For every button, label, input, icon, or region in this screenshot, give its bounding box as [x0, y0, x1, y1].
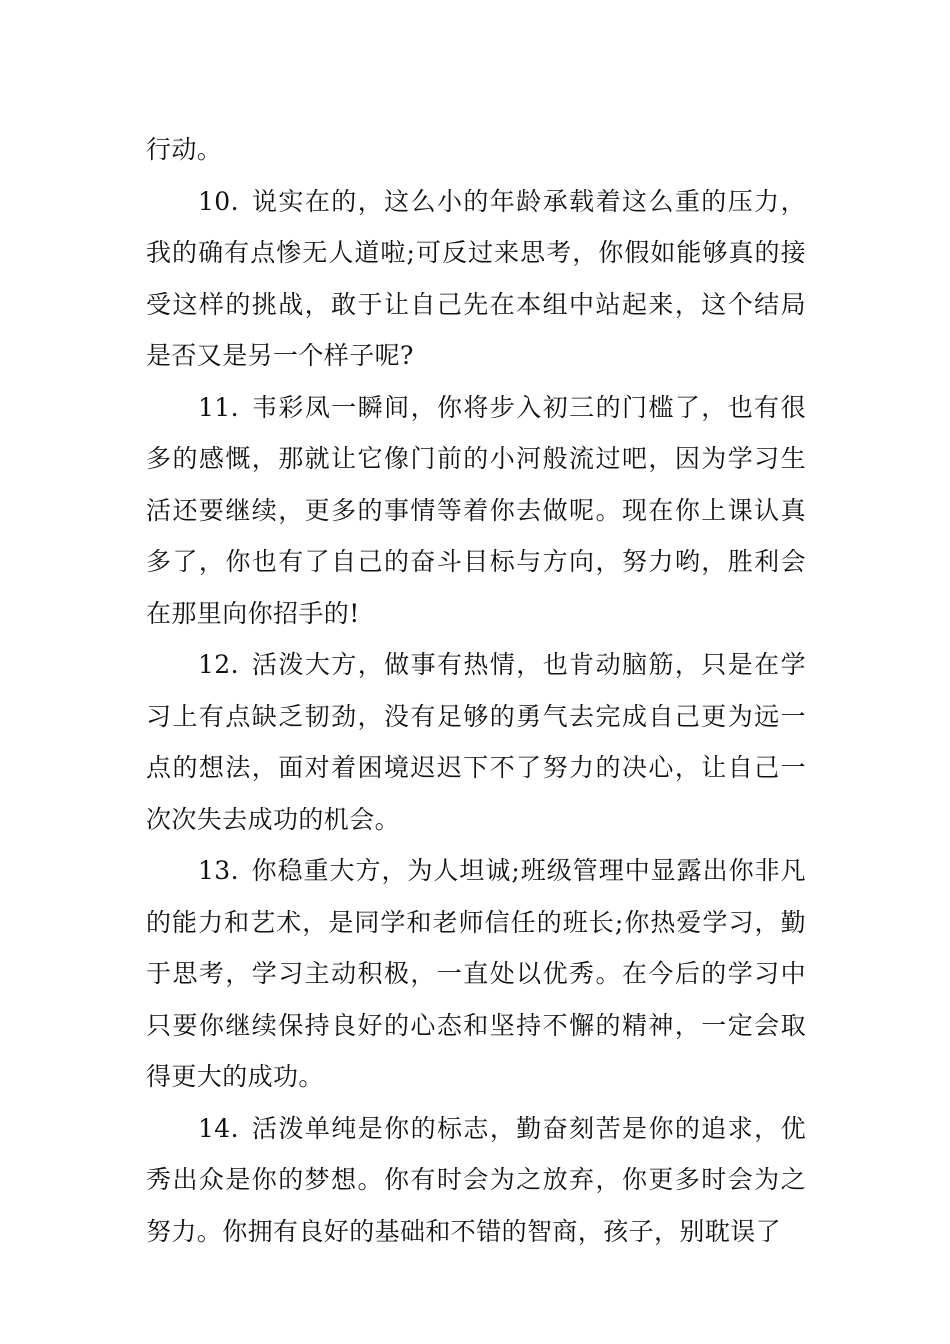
paragraph-number: 12.	[198, 650, 239, 679]
paragraph-text: 说实在的，这么小的年龄承载着这么重的压力，我的确有点惨无人道啦;可反过来思考，你假如能够真的接受这样的挑战，敢于让自己先在本组中站起来，这个结局是否又是另一个样子呢?	[146, 186, 806, 370]
paragraph-14	[146, 1103, 806, 1258]
paragraph-13	[146, 845, 806, 1103]
paragraph-11	[146, 382, 806, 640]
paragraph-continuation	[146, 124, 806, 176]
document-body	[146, 124, 806, 1257]
paragraph-number: 10.	[198, 186, 239, 216]
paragraph-number: 11.	[198, 392, 239, 422]
paragraph-text: 活泼单纯是你的标志，勤奋刻苦是你的追求，优秀出众是你的梦想。你有时会为之放弃，你更多时会为之努力。你拥有良好的基础和不错的智商，孩子，别耽误了	[146, 1113, 806, 1246]
paragraph-12	[146, 639, 806, 845]
paragraph-text: 你稳重大方，为人坦诚;班级管理中显露出你非凡的能力和艺术，是同学和老师信任的班长;你热爱学习，勤于思考，学习主动积极，一直处以优秀。在今后的学习中只要你继续保持良好的心态和坚持不懈的精神，一定会取得更大的成功。	[146, 856, 806, 1091]
paragraph-text: 韦彩凤一瞬间，你将步入初三的门槛了，也有很多的感慨，那就让它像门前的小河般流过吧，因为学习生活还要继续，更多的事情等着你去做呢。现在你上课认真多了，你也有了自己的奋斗目标与方向，努力哟，胜利会在那里向你招手的!	[146, 392, 806, 628]
paragraph-number: 14.	[198, 1113, 239, 1143]
paragraph-text: 行动。	[146, 135, 223, 164]
paragraph-number: 13.	[198, 856, 239, 885]
paragraph-text: 活泼大方，做事有热情，也肯动脑筋，只是在学习上有点缺乏韧劲，没有足够的勇气去完成自己更为远一点的想法，面对着困境迟迟下不了努力的决心，让自己一次次失去成功的机会。	[146, 650, 806, 834]
paragraph-10	[146, 176, 806, 382]
